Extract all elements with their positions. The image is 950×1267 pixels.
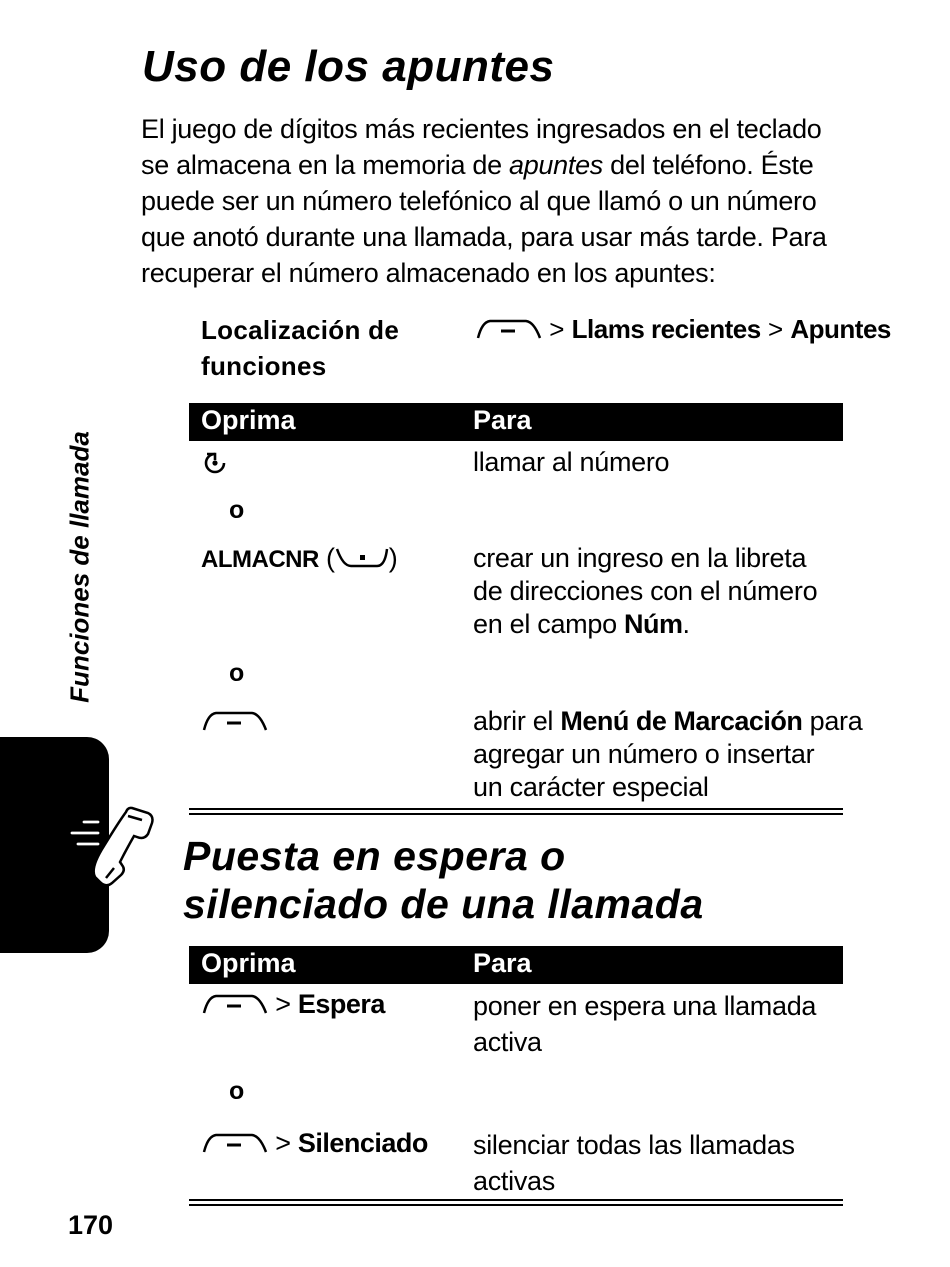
table-cell: poner en espera una llamada activa bbox=[473, 991, 817, 1057]
table-cell: llamar al número bbox=[473, 447, 670, 477]
path-item: Apuntes bbox=[790, 314, 891, 344]
table-end-rule bbox=[189, 808, 843, 815]
intro-line: puede ser un número telefónico al que llamó o un número bbox=[141, 186, 817, 216]
menu-key-icon bbox=[202, 993, 268, 1015]
section-title: Uso de los apuntes bbox=[142, 42, 555, 91]
table-header bbox=[189, 403, 843, 441]
send-key-icon bbox=[202, 450, 232, 476]
phone-handset-icon bbox=[68, 804, 164, 894]
table-cell: > Espera bbox=[202, 988, 385, 1021]
intro-line: se almacena en la memoria de apuntes del teléfono. Éste bbox=[141, 150, 814, 180]
table-cell: crear un ingreso en la libreta de direcciones con el número en el campo Núm. bbox=[473, 543, 818, 639]
table-end-rule bbox=[189, 1199, 843, 1206]
page-number: 170 bbox=[68, 1210, 114, 1240]
intro-line: recuperar el número almacenado en los apuntes: bbox=[141, 258, 716, 288]
table-cell: silenciar todas las llamadas activas bbox=[473, 1130, 795, 1196]
col-para: Para bbox=[473, 405, 532, 435]
feature-location-label: Localización de funciones bbox=[201, 315, 400, 381]
right-softkey-icon bbox=[335, 547, 389, 569]
or-separator: o bbox=[229, 659, 245, 687]
intro-line: El juego de dígitos más recientes ingresados en el teclado bbox=[141, 114, 822, 144]
table-cell: ALMACNR ( ) bbox=[201, 543, 398, 573]
col-oprima: Oprima bbox=[201, 948, 296, 978]
path-item: Llams recientes bbox=[571, 314, 761, 344]
intro-paragraph bbox=[141, 111, 861, 291]
or-separator: o bbox=[229, 496, 245, 524]
intro-emphasis: apuntes bbox=[509, 150, 603, 180]
col-para: Para bbox=[473, 948, 532, 978]
menu-key-icon bbox=[202, 1132, 268, 1154]
menu-key-icon bbox=[476, 318, 542, 340]
table-cell: abrir el Menú de Marcación para agregar un número o insertar un carácter especial bbox=[473, 706, 863, 802]
section-title: Puesta en espera o silenciado de una llamada bbox=[183, 833, 704, 927]
or-separator: o bbox=[229, 1077, 245, 1105]
table-cell: > Silenciado bbox=[202, 1127, 428, 1160]
softkey-label: ALMACNR bbox=[201, 546, 319, 573]
col-oprima: Oprima bbox=[201, 405, 296, 435]
table-header bbox=[189, 946, 843, 984]
menu-item-label: Silenciado bbox=[297, 1128, 428, 1158]
menu-key-icon bbox=[202, 710, 268, 732]
feature-location-path: > Llams recientes > Apuntes bbox=[476, 312, 891, 346]
intro-line: que anotó durante una llamada, para usar más tarde. Para bbox=[141, 222, 827, 252]
menu-item-label: Espera bbox=[297, 989, 385, 1019]
